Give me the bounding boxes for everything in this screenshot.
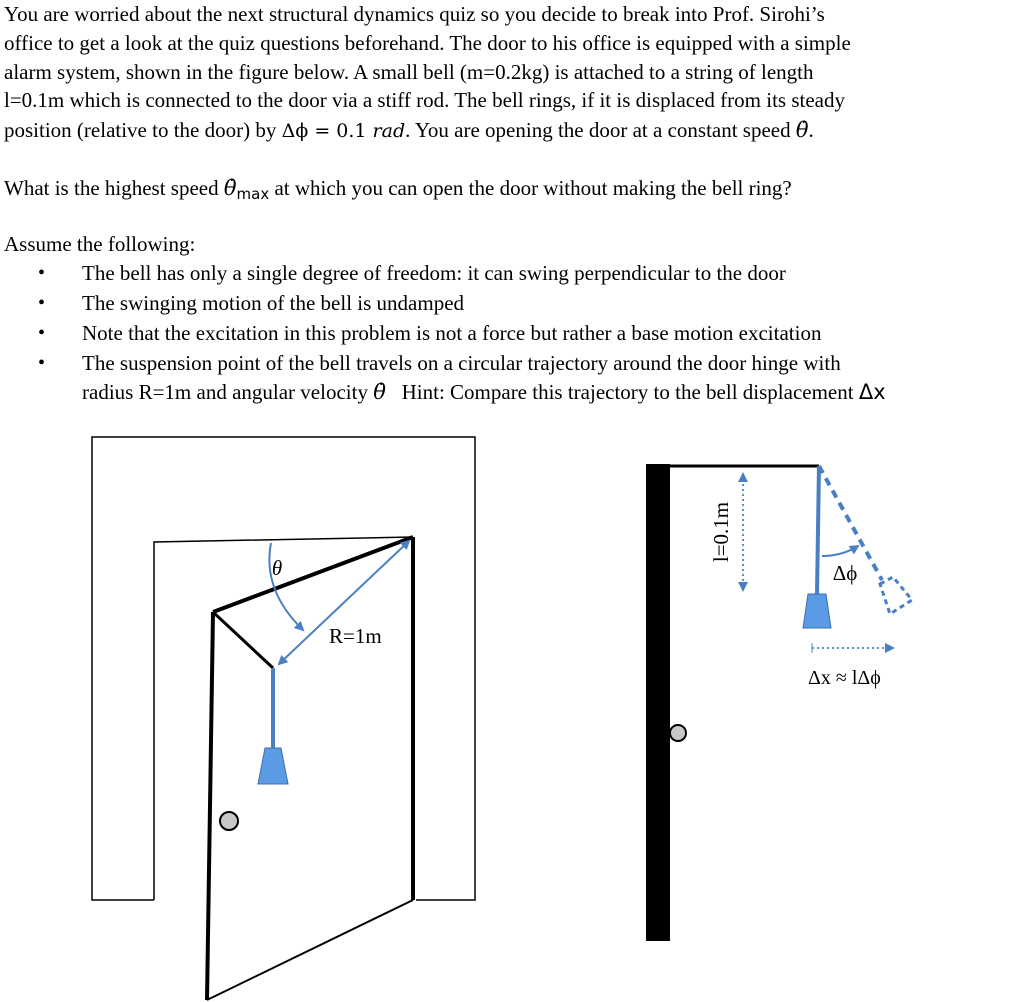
assumption-item: • The bell has only a single degree of freedom: it can swing perpendicular to the door <box>0 258 841 288</box>
displaced-bell <box>880 577 912 614</box>
intro-line-3: alarm system, shown in the figure below. A small bell (m=0.2kg) is attached to a string of length <box>4 60 814 84</box>
door-bottom-edge <box>207 900 413 1000</box>
door-depth-edge <box>213 612 273 668</box>
door-outer-edge <box>207 612 213 1000</box>
door-knob <box>220 812 238 830</box>
line5-mid: . You are opening the door at a constant speed <box>405 118 796 142</box>
theta-label: θ <box>271 556 283 580</box>
theta-dot-symbol: θ̇ <box>795 118 809 142</box>
radius-label: R=1m <box>329 624 382 648</box>
bell-left <box>258 748 288 784</box>
max-subscript: max <box>236 185 270 203</box>
bell-right <box>803 594 831 628</box>
door-side-view <box>646 464 670 941</box>
continuation-prefix: radius R=1m and angular velocity <box>82 380 374 404</box>
delta-phi-arc <box>822 546 858 556</box>
assumption-item: • The swinging motion of the bell is undamped <box>0 288 841 318</box>
theta-dot-max-symbol: θ̇ <box>223 176 237 200</box>
door-knob-side <box>670 725 686 741</box>
bell-string <box>817 466 819 594</box>
theta-dot-symbol-2: θ̇ <box>373 380 386 404</box>
intro-line-2: office to get a look at the quiz questions beforehand. The door to his office is equipped with a simple <box>4 31 851 55</box>
intro-line-1: You are worried about the next structural dynamics quiz so you decide to break into Prof. Sirohi’s <box>4 2 825 26</box>
line5-prefix: position (relative to the door) by <box>4 118 282 142</box>
assumption-text: The suspension point of the bell travels on a circular trajectory around the door hinge with <box>82 351 841 375</box>
question-prefix: What is the highest speed <box>4 176 224 200</box>
line5-end: . <box>808 118 814 142</box>
delta-x-symbol: Δx <box>858 380 886 404</box>
delta-phi-label: Δϕ <box>832 561 858 585</box>
threshold-equation: Δϕ = 0.1 <box>281 120 373 142</box>
length-label: l=0.1m <box>709 501 733 563</box>
assumption-item: • Note that the excitation in this problem is not a force but rather a base motion excitation <box>0 318 841 348</box>
doorway-outline <box>92 437 475 900</box>
delta-x-approx-label: Δx ≈ lΔϕ <box>808 667 881 689</box>
rad-unit: rad <box>372 120 406 142</box>
hint-text: Hint: Compare this trajectory to the bell displacement <box>385 380 859 404</box>
door-frame-inner <box>154 537 413 900</box>
assume-heading: Assume the following: <box>4 232 196 256</box>
door-top-edge <box>213 537 413 612</box>
intro-line-4: l=0.1m which is connected to the door via a stiff rod. The bell rings, if it is displaced from its steady <box>4 88 845 112</box>
question-suffix: at which you can open the door without making the bell ring? <box>269 176 792 200</box>
